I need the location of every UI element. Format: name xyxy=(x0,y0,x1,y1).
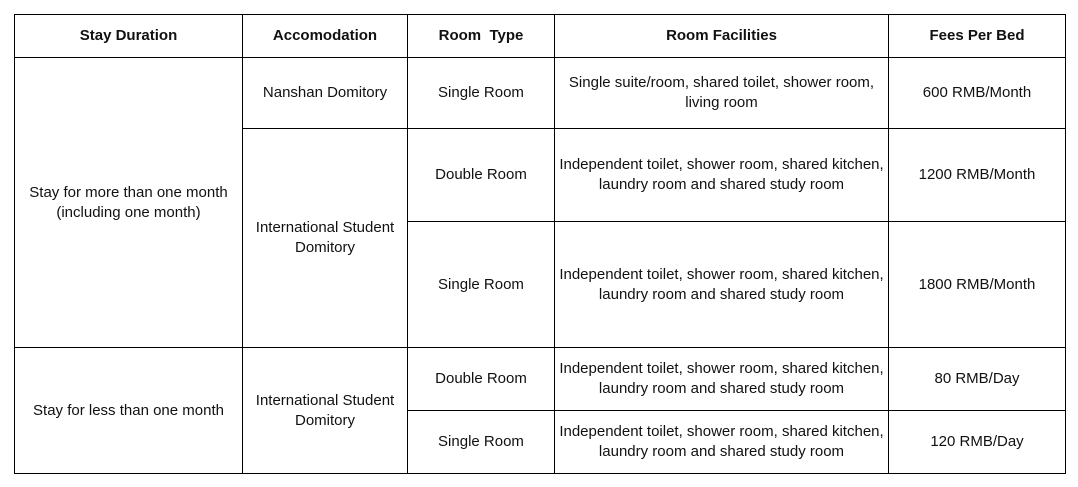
header-row xyxy=(15,15,1066,58)
table-row xyxy=(15,348,1066,411)
fee-cell: 120 RMB/Day xyxy=(889,411,1066,474)
fees-table xyxy=(14,14,1066,474)
header-fees-per-bed: Fees Per Bed xyxy=(889,15,1066,58)
header-room-facilities: Room Facilities xyxy=(555,15,889,58)
room-facilities-cell: Independent toilet, shower room, shared kitchen, laundry room and shared study room xyxy=(555,222,889,348)
header-stay-duration: Stay Duration xyxy=(15,15,243,58)
table-header xyxy=(15,15,1066,58)
accommodation-cell: International Student Domitory xyxy=(243,129,408,348)
room-type-cell: Single Room xyxy=(408,411,555,474)
fee-cell: 1800 RMB/Month xyxy=(889,222,1066,348)
room-facilities-cell: Independent toilet, shower room, shared kitchen, laundry room and shared study room xyxy=(555,348,889,411)
fee-cell: 600 RMB/Month xyxy=(889,58,1066,129)
stay-duration-cell: Stay for more than one month (including one month) xyxy=(15,58,243,348)
stay-duration-cell: Stay for less than one month xyxy=(15,348,243,474)
room-type-cell: Single Room xyxy=(408,58,555,129)
accommodation-cell: International Student Domitory xyxy=(243,348,408,474)
fee-cell: 80 RMB/Day xyxy=(889,348,1066,411)
room-type-cell: Single Room xyxy=(408,222,555,348)
room-facilities-cell: Independent toilet, shower room, shared kitchen, laundry room and shared study room xyxy=(555,411,889,474)
fee-cell: 1200 RMB/Month xyxy=(889,129,1066,222)
room-facilities-cell: Independent toilet, shower room, shared kitchen, laundry room and shared study room xyxy=(555,129,889,222)
header-room-type: Room Type xyxy=(408,15,555,58)
room-type-cell: Double Room xyxy=(408,129,555,222)
table-body xyxy=(15,58,1066,474)
room-type-cell: Double Room xyxy=(408,348,555,411)
table-row xyxy=(15,58,1066,129)
header-accommodation: Accomodation xyxy=(243,15,408,58)
accommodation-cell: Nanshan Domitory xyxy=(243,58,408,129)
room-facilities-cell: Single suite/room, shared toilet, shower room, living room xyxy=(555,58,889,129)
